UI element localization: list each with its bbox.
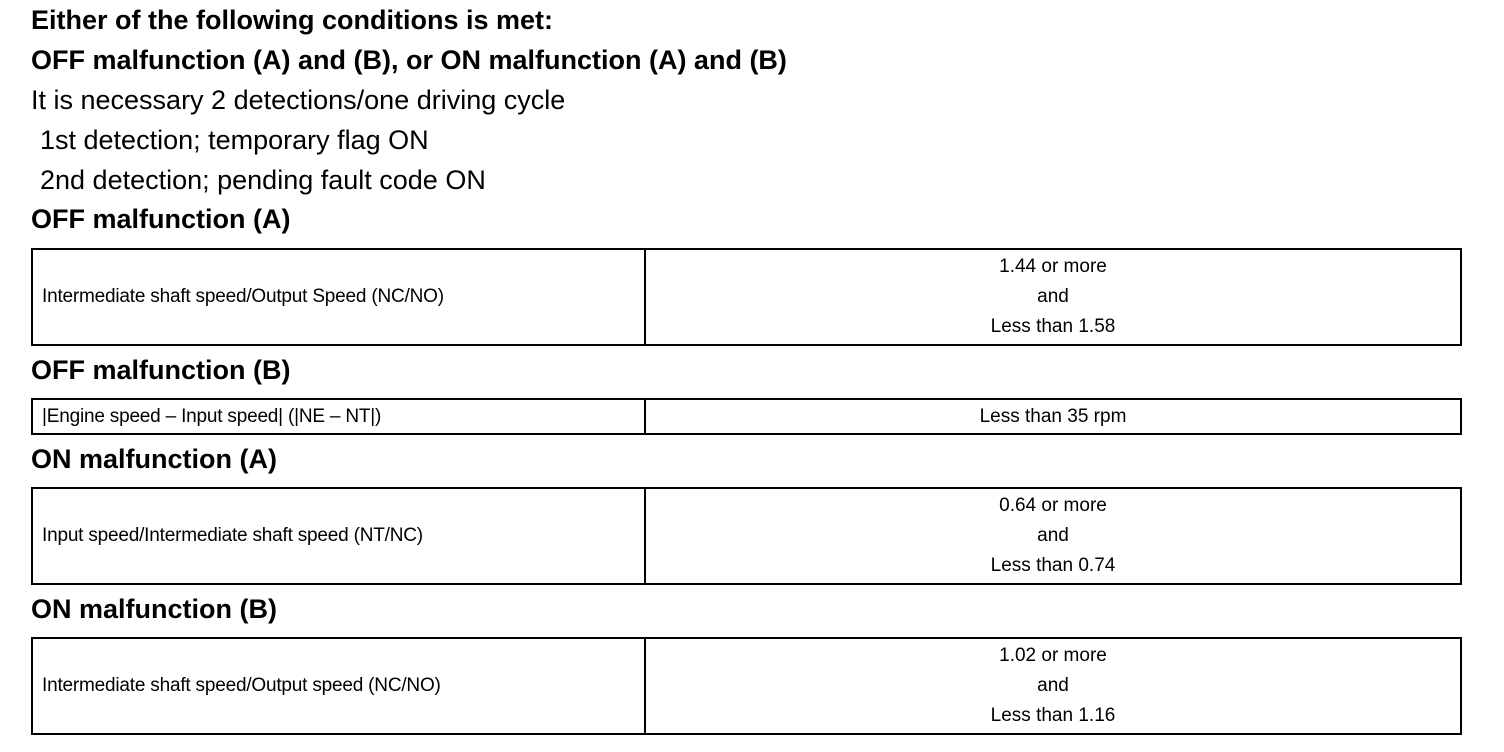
threshold-cell <box>645 399 1461 434</box>
threshold-line: and <box>1037 286 1069 307</box>
threshold-line: 1.44 or more <box>999 256 1107 277</box>
parameter-cell: |Engine speed – Input speed| (|NE – NT|) <box>32 399 645 434</box>
table-off-b <box>31 398 1462 435</box>
table-off-a <box>31 248 1462 346</box>
threshold-cell <box>645 638 1461 734</box>
table-row <box>32 638 1461 734</box>
parameter-cell: Intermediate shaft speed/Output speed (NC/NO) <box>32 638 645 734</box>
threshold-line: 1.02 or more <box>999 645 1107 666</box>
table-row <box>32 488 1461 584</box>
detection-requirement-text: It is necessary 2 detections/one driving cycle <box>31 85 566 115</box>
section-title-on-a: ON malfunction (A) <box>31 444 277 474</box>
second-detection-text: 2nd detection; pending fault code ON <box>40 165 486 195</box>
section-title-off-b: OFF malfunction (B) <box>31 355 291 385</box>
threshold-line: Less than 1.58 <box>990 316 1116 337</box>
threshold-line: and <box>1037 525 1069 546</box>
table-on-b <box>31 637 1462 735</box>
parameter-cell: Intermediate shaft speed/Output Speed (NC/NO) <box>32 249 645 345</box>
threshold-line: Less than 1.16 <box>990 705 1116 726</box>
conditions-heading: Either of the following conditions is met: <box>31 5 553 35</box>
threshold-line: and <box>1037 675 1069 696</box>
malfunction-summary-heading: OFF malfunction (A) and (B), or ON malfunction (A) and (B) <box>31 45 787 75</box>
table-row <box>32 249 1461 345</box>
section-title-on-b: ON malfunction (B) <box>31 594 277 624</box>
threshold-cell <box>645 249 1461 345</box>
threshold-line: Less than 35 rpm <box>979 405 1127 427</box>
parameter-cell: Input speed/Intermediate shaft speed (NT/NC) <box>32 488 645 584</box>
table-on-a <box>31 487 1462 585</box>
section-title-off-a: OFF malfunction (A) <box>31 204 291 234</box>
table-row <box>32 399 1461 434</box>
first-detection-text: 1st detection; temporary flag ON <box>40 125 429 155</box>
threshold-cell <box>645 488 1461 584</box>
threshold-line: Less than 0.74 <box>990 555 1116 576</box>
threshold-line: 0.64 or more <box>999 495 1107 516</box>
